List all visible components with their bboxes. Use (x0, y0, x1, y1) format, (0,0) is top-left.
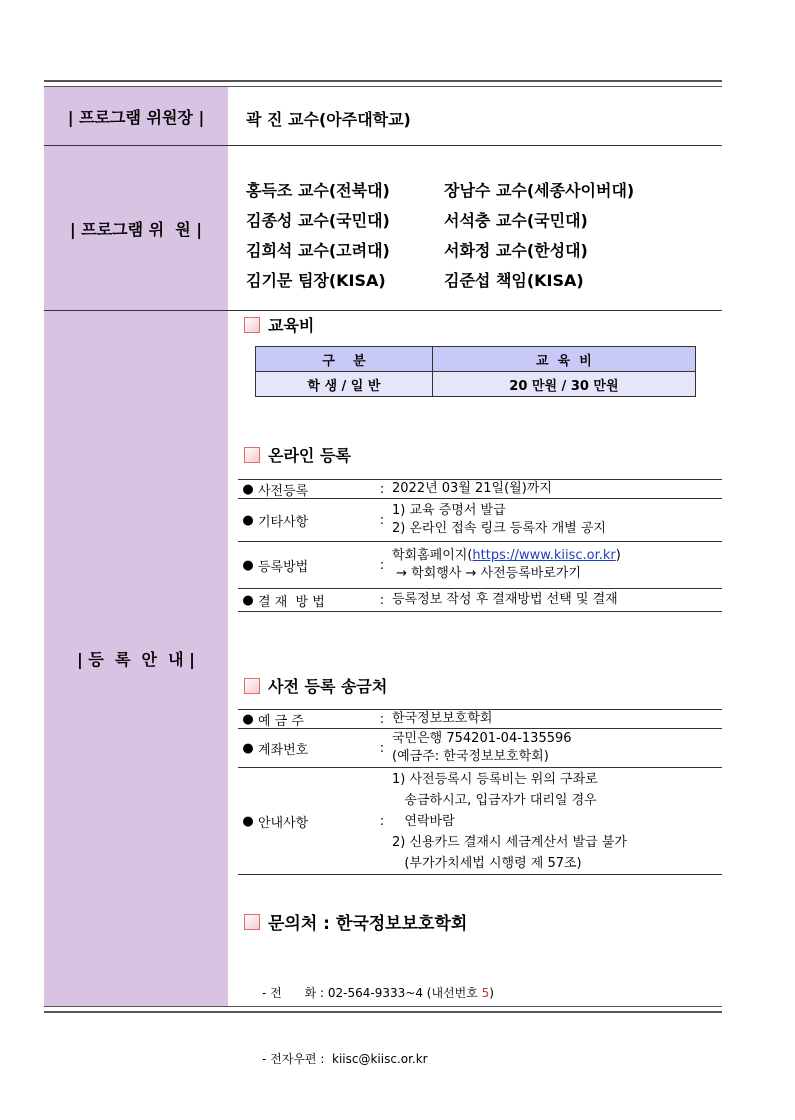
chair-name: 곽 진 교수(아주대학교) (246, 110, 411, 129)
chair-label: | 프로그램 위원장 | (44, 87, 228, 145)
member: 서석충 교수(국민대) (444, 211, 588, 230)
member: 김준섭 책임(KISA) (444, 271, 584, 290)
online-info-list (238, 479, 722, 612)
registration-label: | 등 록 안 내 | (44, 311, 228, 1006)
committee-members (246, 176, 634, 296)
member: 김종성 교수(국민대) (246, 211, 390, 230)
fee-section-title: 교육비 (244, 313, 314, 336)
fee-cell: 학 생 / 일 반 (256, 372, 433, 397)
bullet-icon: ● (242, 557, 254, 573)
registration-row (44, 311, 722, 1066)
contact-section-title: 문의처 : 한국정보보호학회 (244, 909, 467, 934)
list-item: ● 등록방법 : 학회홈페이지(https://www.kiisc.or.kr) → 학회행사 → 사전등록바로가기 (238, 542, 722, 589)
contact-phone: - 전 화 : 02-564-9333~4 (내선번호 5) (262, 986, 494, 1000)
bullet-icon: ● (242, 512, 254, 528)
list-item: ● 사전등록 : 2022년 03월 21일(월)까지 (238, 479, 722, 499)
list-item: ● 예 금 주 : 한국정보보호학회 (238, 709, 722, 729)
list-item: ● 계좌번호 : 국민은행 754201-04-135596 (예금주: 한국정보보호학회) (238, 729, 722, 768)
bullet-icon: ● (242, 740, 254, 756)
list-item: ● 결 재 방 법 : 등록정보 작성 후 결재방법 선택 및 결재 (238, 589, 722, 612)
fee-cell: 20 만원 / 30 만원 (432, 372, 695, 397)
section-bullet-icon (244, 914, 260, 930)
transfer-section-title: 사전 등록 송금처 (244, 674, 387, 697)
bullet-icon: ● (242, 592, 254, 608)
fee-header: 교 육 비 (432, 347, 695, 372)
member: 김기문 팀장(KISA) (246, 271, 386, 290)
committee-label: | 프로그램 위 원 | (44, 146, 228, 310)
bottom-rule (44, 1006, 722, 1013)
contact-email: - 전자우편 : kiisc@kiisc.or.kr (262, 1052, 428, 1066)
member: 김희석 교수(고려대) (246, 241, 390, 260)
homepage-link[interactable]: https://www.kiisc.or.kr (472, 548, 616, 563)
top-rule (44, 80, 722, 87)
section-bullet-icon (244, 317, 260, 333)
list-item: ● 안내사항 : 1) 사전등록시 등록비는 위의 구좌로 송금하시고, 입금자가 대리일 경우 연락바람 2) 신용카드 결재시 세금계산서 발급 불가 (부가가치세법 시행령 제 57조) (238, 768, 722, 875)
contact-info (262, 938, 494, 1114)
member: 장남수 교수(세종사이버대) (444, 181, 635, 200)
list-item: ● 기타사항 : 1) 교육 증명서 발급 2) 온라인 접속 링크 등록자 개별 공지 (238, 499, 722, 542)
online-section-title: 온라인 등록 (244, 443, 351, 466)
registration-document (44, 80, 722, 1066)
fee-header: 구 분 (256, 347, 433, 372)
bullet-icon: ● (242, 813, 254, 829)
section-bullet-icon (244, 678, 260, 694)
fee-table (255, 346, 696, 397)
transfer-info-list (238, 709, 722, 875)
email-value[interactable]: kiisc@kiisc.or.kr (332, 1052, 428, 1066)
section-bullet-icon (244, 447, 260, 463)
bullet-icon: ● (242, 711, 254, 727)
committee-row (44, 146, 722, 311)
member: 홍득조 교수(전북대) (246, 181, 390, 200)
bullet-icon: ● (242, 481, 254, 497)
chair-row (44, 87, 722, 146)
member: 서화정 교수(한성대) (444, 241, 588, 260)
